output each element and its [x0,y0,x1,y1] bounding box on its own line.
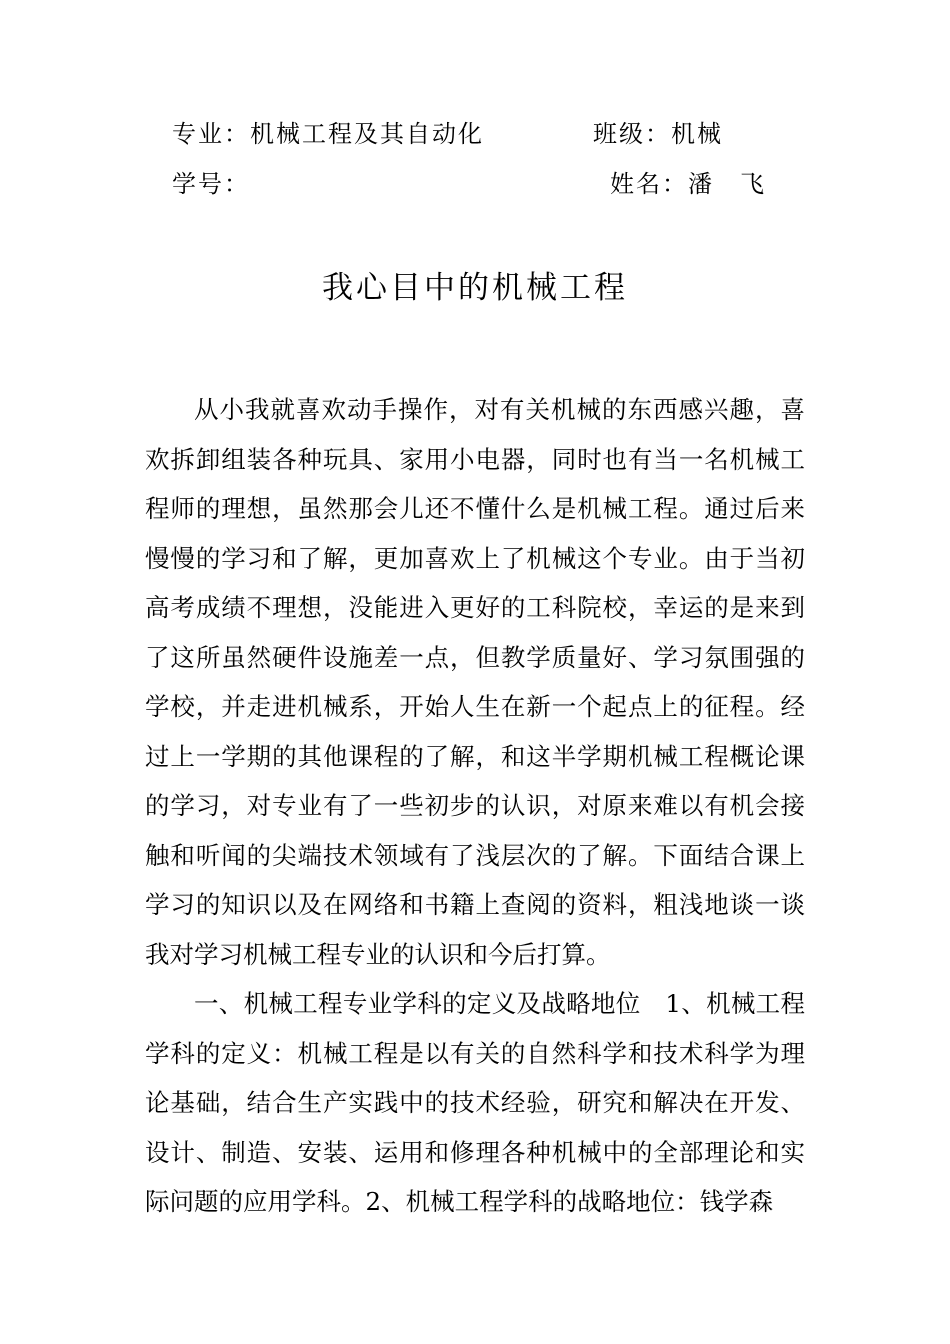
paragraph-intro: 从小我就喜欢动手操作，对有关机械的东西感兴趣，喜欢拆卸组装各种玩具、家用小电器，同时也有当一名机械工程师的理想，虽然那会儿还不懂什么是机械工程。通过后来慢慢的学习和了解，更加喜欢上了机械这个专业。由于当初高考成绩不理想，没能进入更好的工科院校，幸运的是来到了这所虽然硬件设施差一点，但教学质量好、学习氛围强的学校，并走进机械系，开始人生在新一个起点上的征程。经过上一学期的其他课程的了解，和这半学期机械工程概论课的学习，对专业有了一些初步的认识，对原来难以有机会接触和听闻的尖端技术领域有了浅层次的了解。下面结合课上学习的知识以及在网络和书籍上查阅的资料，粗浅地谈一谈我对学习机械工程专业的认识和今后打算。 [145,395,805,969]
header-row-id-name [0,164,950,204]
student-name-field: 姓名：潘 飞 [610,170,766,198]
student-id-field: 学号： [172,170,250,198]
paragraph-section-one: 一、机械工程专业学科的定义及战略地位 1、机械工程学科的定义：机械工程是以有关的自然科学和技术科学为理论基础，结合生产实践中的技术经验，研究和解决在开发、设计、制造、安装、运用和修理各种机械中的全部理论和实际问题的应用学科。2、机械工程学科的战略地位：钱学森 [145,989,805,1216]
header-row-major-class [0,114,950,154]
document-body [145,385,805,1227]
document-title: 我心目中的机械工程 [322,270,628,306]
major-field: 专业：机械工程及其自动化 [172,120,484,148]
class-field: 班级：机械 [593,120,723,148]
